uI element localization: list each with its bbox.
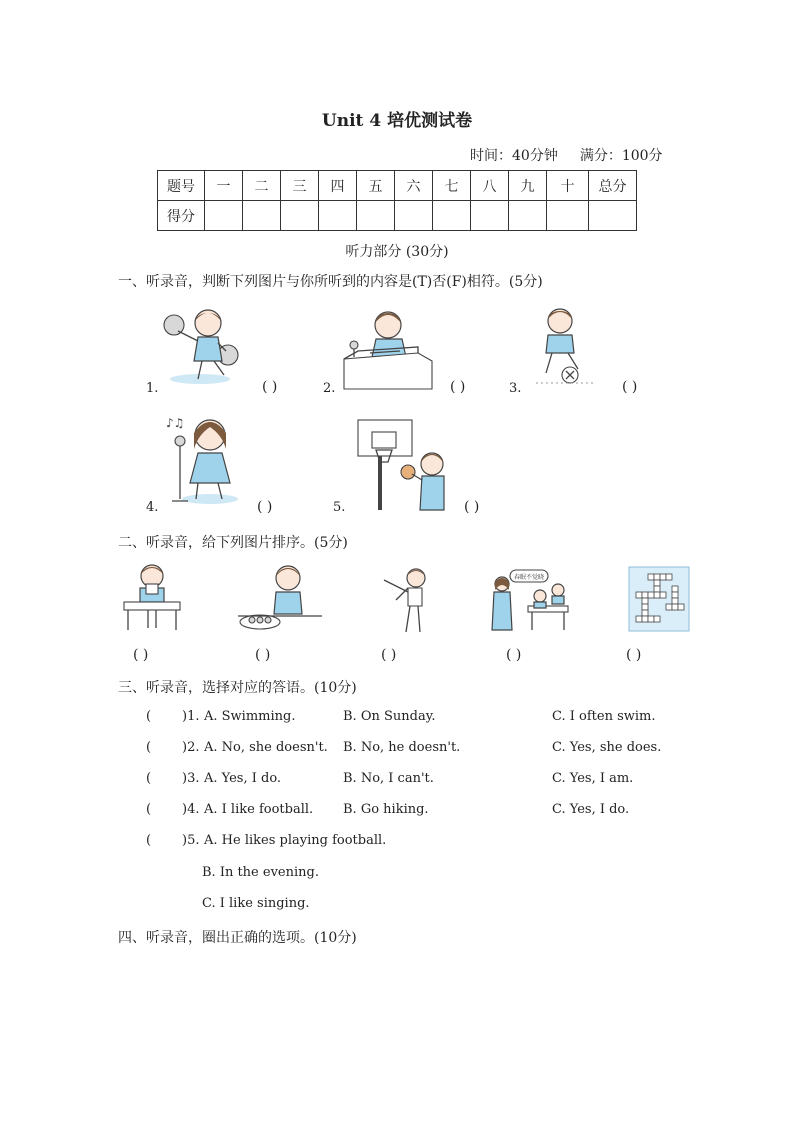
option-c: C. Yes, I do.: [552, 802, 630, 817]
answer-open-paren[interactable]: (: [146, 771, 152, 786]
time-info: [470, 145, 663, 165]
reading-boy-picture: [120, 560, 184, 632]
question-number: )4.: [182, 802, 200, 817]
score-input-cell[interactable]: [205, 201, 243, 231]
score-table-header-row: [158, 171, 637, 201]
option-c: C. I like singing.: [202, 896, 310, 911]
table-cell: 二: [243, 171, 281, 201]
answer-open-paren[interactable]: (: [146, 833, 152, 848]
question-number: )5.: [182, 833, 200, 848]
answer-open-paren[interactable]: (: [146, 740, 152, 755]
classroom-picture: [490, 568, 570, 634]
score-input-cell[interactable]: [243, 201, 281, 231]
section3-title: 三、听录音，选择对应的答语。(10分): [118, 680, 357, 696]
singing-girl-picture: [164, 405, 246, 507]
answer-blank[interactable]: ( ): [133, 647, 149, 663]
answer-blank[interactable]: ( ): [626, 647, 642, 663]
item-number: 3.: [509, 381, 522, 396]
table-cell: 六: [395, 171, 433, 201]
score-table-score-row: [158, 201, 637, 231]
option-a: A. No, she doesn't.: [204, 740, 328, 755]
page-title: Unit 4 培优测试卷: [321, 111, 473, 131]
item-number: 1.: [146, 381, 159, 396]
option-a: A. I like football.: [204, 802, 314, 817]
table-cell: 十: [547, 171, 589, 201]
kungfu-boy-picture: [378, 566, 434, 636]
answer-blank[interactable]: ( ): [257, 499, 273, 515]
option-a: A. He likes playing football.: [204, 833, 387, 848]
dumplings-boy-picture: [238, 560, 322, 634]
table-cell: 总分: [589, 171, 637, 201]
score-input-cell[interactable]: [395, 201, 433, 231]
crossword-picture: [628, 566, 690, 632]
full-score: 满分：100分: [579, 148, 663, 164]
answer-blank[interactable]: ( ): [506, 647, 522, 663]
option-a: A. Swimming.: [204, 709, 296, 724]
question-number: )1.: [182, 709, 200, 724]
football-boy-picture: [530, 303, 602, 387]
table-cell: 九: [509, 171, 547, 201]
option-b: B. No, I can't.: [343, 771, 434, 786]
girl-drawing-picture: [340, 303, 436, 391]
score-input-cell[interactable]: [589, 201, 637, 231]
option-b: B. Go hiking.: [343, 802, 429, 817]
cheerleader-picture: [158, 303, 242, 385]
option-c: C. Yes, I am.: [552, 771, 634, 786]
listening-section-header: 听力部分 (30分): [345, 244, 449, 260]
item-number: 4.: [146, 500, 159, 515]
item-number: 2.: [323, 381, 336, 396]
option-b: B. No, he doesn't.: [343, 740, 461, 755]
section1-title: 一、听录音，判断下列图片与你所听到的内容是(T)否(F)相符。(5分): [118, 274, 543, 290]
table-cell: 七: [433, 171, 471, 201]
table-cell: 五: [357, 171, 395, 201]
question-number: )2.: [182, 740, 200, 755]
item-number: 5.: [333, 500, 346, 515]
score-input-cell[interactable]: [357, 201, 395, 231]
answer-open-paren[interactable]: (: [146, 802, 152, 817]
score-input-cell[interactable]: [471, 201, 509, 231]
score-input-cell[interactable]: [509, 201, 547, 231]
table-cell: 一: [205, 171, 243, 201]
answer-open-paren[interactable]: (: [146, 709, 152, 724]
score-input-cell[interactable]: [281, 201, 319, 231]
table-cell: 题号: [158, 171, 205, 201]
basketball-boy-picture: [350, 416, 454, 512]
section2-title: 二、听录音，给下列图片排序。(5分): [118, 535, 348, 551]
answer-blank[interactable]: ( ): [255, 647, 271, 663]
score-input-cell[interactable]: [547, 201, 589, 231]
option-c: C. I often swim.: [552, 709, 656, 724]
table-cell: 四: [319, 171, 357, 201]
table-cell: 三: [281, 171, 319, 201]
time-limit: 时间：40分钟: [470, 148, 558, 164]
answer-blank[interactable]: ( ): [381, 647, 397, 663]
answer-blank[interactable]: ( ): [450, 379, 466, 395]
table-cell: 八: [471, 171, 509, 201]
answer-blank[interactable]: ( ): [622, 379, 638, 395]
score-input-cell[interactable]: [319, 201, 357, 231]
answer-blank[interactable]: ( ): [464, 499, 480, 515]
option-b: B. In the evening.: [202, 865, 319, 880]
option-b: B. On Sunday.: [343, 709, 436, 724]
answer-blank[interactable]: ( ): [262, 379, 278, 395]
section4-title: 四、听录音，圈出正确的选项。(10分): [118, 930, 357, 946]
score-input-cell[interactable]: [433, 201, 471, 231]
speech-bubble-text: 春眠不觉晓: [514, 574, 545, 581]
svg-text:♪♫: ♪♫: [166, 416, 185, 430]
option-a: A. Yes, I do.: [204, 771, 282, 786]
question-number: )3.: [182, 771, 200, 786]
score-table: [157, 170, 637, 231]
option-c: C. Yes, she does.: [552, 740, 662, 755]
table-cell: 得分: [158, 201, 205, 231]
